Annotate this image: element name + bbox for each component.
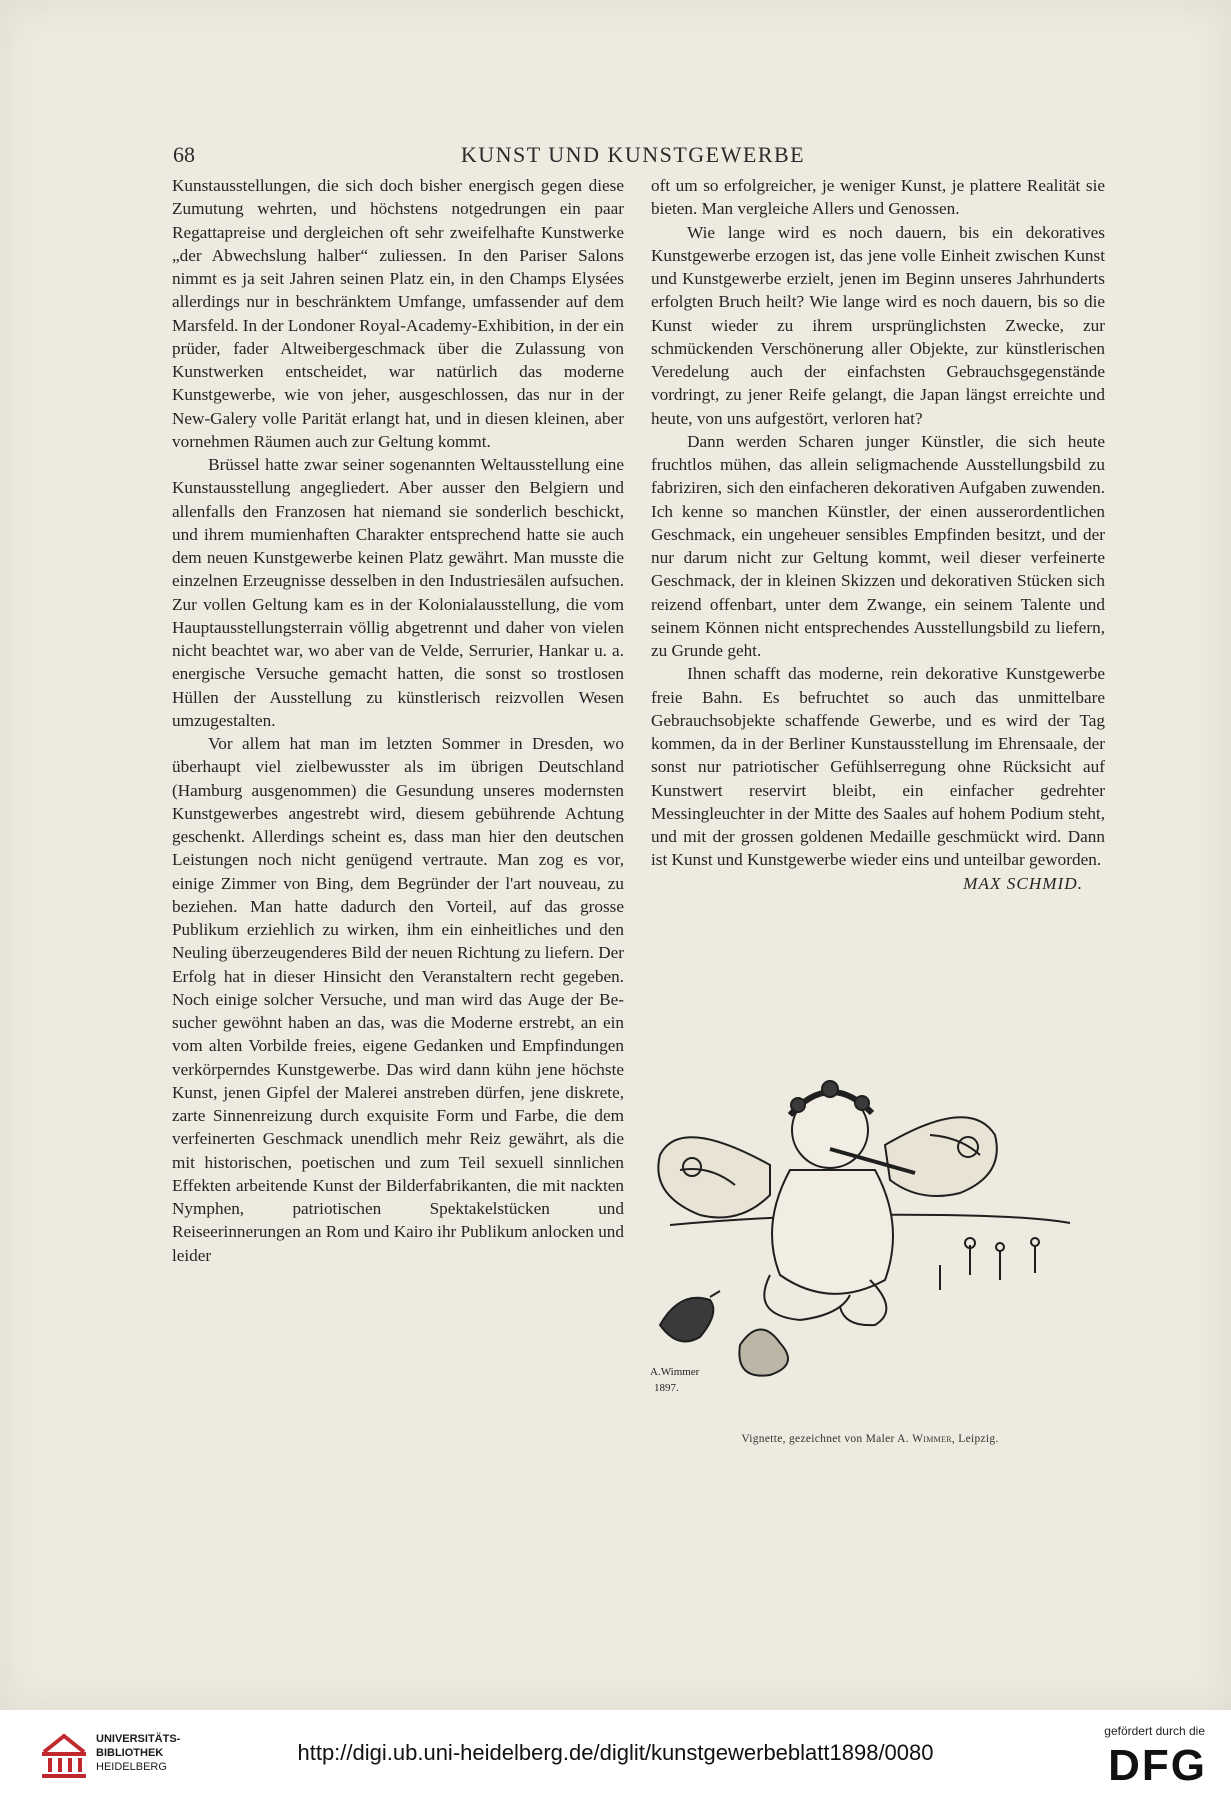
final-paragraph xyxy=(651,662,1105,893)
bird-beak xyxy=(710,1291,720,1297)
paragraph: oft um so erfolgreicher, je weniger Kunst, je plattere Realität sie bieten. Man vergleiche Allers und Genossen. xyxy=(651,176,1105,219)
foreground-flower xyxy=(739,1329,788,1375)
library-line: UNIVERSITÄTS- xyxy=(96,1733,181,1745)
running-head: KUNST UND KUNSTGEWERBE xyxy=(460,142,806,167)
grass-stems xyxy=(940,1245,1035,1290)
paragraph: Dann werden Scharen junger Künstler, die sich heute fruchtlos mühen, das allein seligmachende Ausstellungsbild zu fabriziren, sich den einfacheren dekorativen Aufgaben zuwenden. Ich kenne so manchen Künstler, der einen ausserordentlichen Geschmack, ein ungeheuer sensibles Empfinden besitzt, und der nur darum nicht zur Geltung kommt, weil dieser verfeinerte Geschmack, der in kleinen Skizzen und dekorativen Stücken sich reizend offenbart, unter dem Zwange, ein seinem Talente und seinem Können nicht entsprechendes Ausstellungsbild zu liefern, zu Grunde geht. xyxy=(651,431,1105,660)
bird xyxy=(660,1298,713,1342)
artist-mark: A.Wimmer xyxy=(650,1366,700,1378)
paragraph: Brüssel hatte zwar seiner sogenannten Weltausstellung eine Kunstausstellung angegliedert. Aber ausser den Belgiern und allenfalls den Franzosen hat niemand sie sonderlich beschickt, und ihrem mumienhaften Charakter entsprechend hatte sie auch dem neuen Kunstgewerbe keinen Platz gewährt. Man musste die einzelnen Erzeugnisse desselben in den Industriesälen aufsuchen. Zur vollen Geltung kam es in der Kolonialausstellung, die vom Hauptausstellungsterrain völlig abgetrennt und daher von vielen nicht beachtet war, wo aber van de Velde, Serrurier, Hankar u. a. energische Versuche gemacht hatten, die sonst so trostlosen Hüllen der Ausstellung zu künstlerisch reizvollen Wesen umzugestalten. xyxy=(172,455,624,730)
author-signature: MAX SCHMID. xyxy=(963,873,1083,893)
caption-place: , Leipzig. xyxy=(951,1433,999,1445)
caption-text: Vignette, gezeichnet von Maler A. xyxy=(741,1433,909,1445)
left-text-column xyxy=(172,174,624,1267)
source-url-link[interactable]: http://digi.ub.uni-heidelberg.de/diglit/kunstgewerbeblatt1898/0080 xyxy=(297,1740,934,1765)
library-line: HEIDELBERG xyxy=(96,1761,167,1773)
right-text-column xyxy=(651,174,1105,895)
page-number: 68 xyxy=(173,142,195,167)
paragraph: Vor allem hat man im letzten Sommer in Dresden, wo überhaupt viel zielbewusster als im übrigen Deutschland (Hamburg ausgenommen) die Gesundung unseres modernsten Kunstgewerbes angestrebt wird, diesem gebührende Achtung geschenkt. Allerdings scheint es, dass man hier den deutschen Leistungen noch nicht genügend vertraute. Man zog es vor, einige Zimmer von Bing, dem Begründer der l'art nouveau, zu beziehen. Man hatte dadurch den Vorteil, auf das grosse Publikum erziehlich zu wirken, ihm ein einheitliches und den Neuling überzeugenderes Bild der neuen Richtung zu liefern. Der Erfolg hat in dieser Hinsicht den Veranstaltern recht gegeben. Noch einige solcher Versuche, und man wird das Auge der Besucher gewöhnt haben an das, was die Moderne erstrebt, an ein vom alten Vorbilde freies, eigene Gedanken und Empfindungen verkörperndes Kunstgewerbe. Das wird dann kühn jene höchste Kunst, jenen Gipfel der Malerei anstreben dürfen, jene diskrete, zarte Sinnenreizung durch exquisite Form und Farbe, die dem verfeinerten Geschmack unendlich mehr Reiz gewährt, als die mit historischen, poetischen und zum Teil sexuell sinnlichen Effekten arbeitende Kunst der Bilderfabrikanten, die mit nackten Nymphen, patriotischen Spektakelstücken und Reiseerinnerungen an Rom und Kairo ihr Publikum anlocken und leider xyxy=(172,734,624,1265)
funding-note: gefördert durch die xyxy=(1104,1724,1205,1738)
vignette-caption xyxy=(640,1433,1100,1445)
wreath-flower xyxy=(822,1081,838,1097)
vignette-illustration xyxy=(640,1075,1100,1405)
caption-artist: Wimmer xyxy=(912,1433,952,1445)
wreath-flower xyxy=(791,1098,805,1112)
small-flower xyxy=(996,1243,1004,1251)
small-flower xyxy=(1031,1238,1039,1246)
child-body xyxy=(772,1170,893,1294)
wreath-flower xyxy=(855,1096,869,1110)
paragraph-text: Ihnen schafft das moderne, rein dekorative Kunstgewerbe freie Bahn. Es befruchtet so auch das unmittelbare Gebrauchsobjekte schaffende Gewerbe, und es wird der Tag kommen, da in der Berliner Kunstausstellung im Ehrensaale, der sonst nur patriotischer Gefühlserregung ohne Rücksicht auf Kunstwert reservirt bleibt, ein einfacher gedrehter Messingleuchter in der Mitte des Saales auf hohem Podium steht, und mit der grossen goldenen Medaille geschmückt wird. Dann ist Kunst und Kunstgewerbe wieder eins und unteilbar geworden. xyxy=(651,664,1105,870)
paragraph: Wie lange wird es noch dauern, bis ein dekoratives Kunstgewerbe erzogen ist, das jene volle Einheit zwischen Kunst und Kunstgewerbe erzielt, jenen im Beginn unseres Jahrhunderts erfolgten Bruch heilt? Wie lange wird es noch dauern, bis so die Kunst wieder zu ihrem ursprünglichsten Zwecke, zur schmückenden Verschönerung aller Objekte, zur künstlerischen Veredelung auch der einfachsten Gebrauchsgegenstände vordringt, zu jener Reife gelangt, die Japan längst erreichte und heute, von uns aufgestört, verloren hat? xyxy=(651,222,1105,428)
right-wing xyxy=(885,1117,997,1196)
year-mark: 1897. xyxy=(654,1382,679,1394)
library-line: BIBLIOTHEK xyxy=(96,1747,164,1759)
footer-bar xyxy=(0,1710,1231,1798)
dfg-logo: DFG xyxy=(1108,1741,1207,1790)
paragraph: Kunstausstellungen, die sich doch bisher energisch gegen diese Zumutung wehrten, und höchstens notgedrungen ein paar Regattapreise und dergleichen oft sehr zweifelhafte Kunstwerke „der Abwechslung halber“ zuliessen. In den Pariser Salons nimmt es ja seit Jahren seinen Platz ein, in den Champs Elysées allerdings nur in beschränktem Umfange, umfassender auf dem Marsfeld. In der Londoner Royal-Academy-Exhibition, in der ein prüder, fader Altweibergeschmack über die Zulassung von Kunstwerken entscheidet, war natürlich das moderne Kunstgewerbe, wie von jeher, ausgeschlossen, das nur in der New-Galery volle Parität erlangt hat, und in diesen kleinen, aber vornehmen Räumen auch zur Geltung kommt. xyxy=(172,176,624,451)
left-wing xyxy=(658,1137,770,1217)
page-header xyxy=(173,138,1093,168)
